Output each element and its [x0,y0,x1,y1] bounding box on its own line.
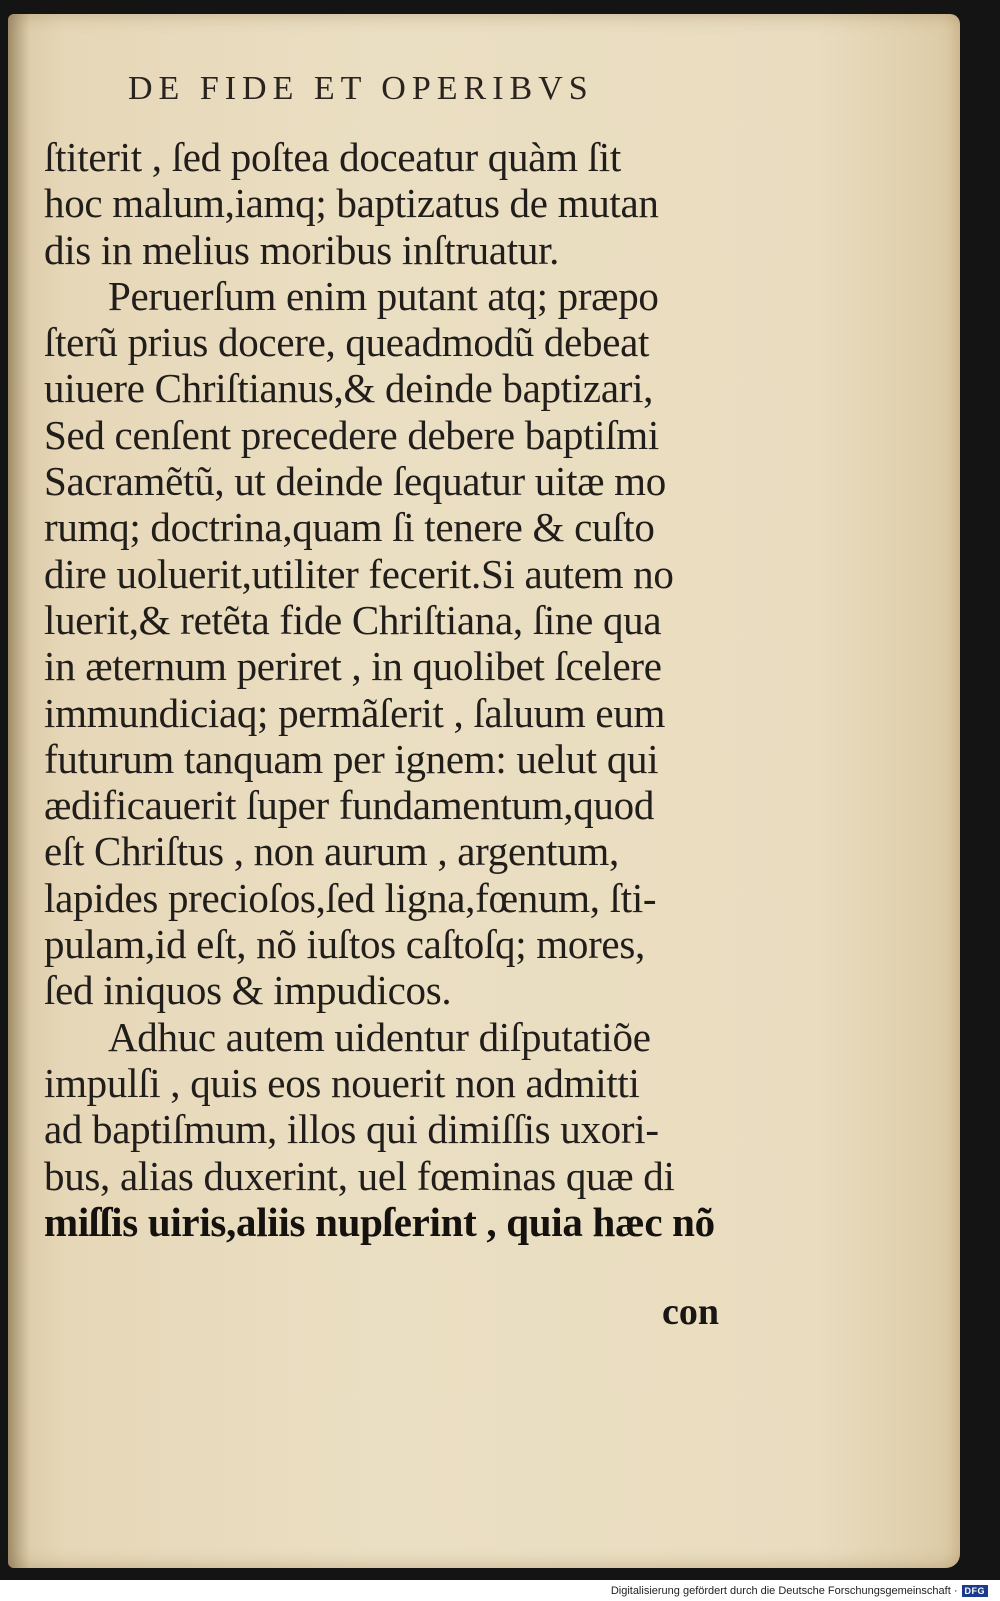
text-line: rumq; doctrina,quam ſi tenere & cuſto [44,504,655,551]
text-line: luerit,& retẽta fide Chriſtiana, ſine qua [44,596,662,643]
text-line: ad baptiſmum, illos qui dimiſſis uxori- [44,1106,659,1153]
text-line: uiuere Chriſtianus,& deinde baptizari, [44,365,654,412]
page-gutter-shadow [8,14,30,1568]
text-line: hoc malum,iamq; baptizatus de mutan [44,180,659,227]
text-line: dire uoluerit,utiliter fecerit.Si autem no [44,550,674,597]
text-line: pulam,id eſt, nõ iuſtos caſtoſq; mores, [44,921,645,968]
footer-credit: Digitalisierung gefördert durch die Deutsche Forschungsgemeinschaft · [610,1585,958,1597]
running-head: DE FIDE ET OPERIBVS [128,70,594,107]
catchword: con [662,1291,719,1333]
text-line: immundiciaq; permãſerit , ſaluum eum [44,689,666,736]
text-line: ædificauerit ſuper fundamentum,quod [44,782,655,829]
text-line: impulſi , quis eos nouerit non admitti [44,1059,640,1106]
text-line: ſed iniquos & impudicos. [44,967,452,1014]
paragraph-start-line: Adhuc autem uidentur diſputatiõe [108,1013,651,1060]
text-line: Sacramẽtũ, ut deinde ſequatur uitæ mo [44,458,666,505]
text-block [44,134,744,1245]
digitization-footer [611,1585,988,1597]
text-line: lapides precioſos,ſed ligna,fœnum, ſti- [44,874,657,921]
text-line: dis in melius moribus inſtruatur. [44,226,560,273]
text-line: ſtiterit , ſed poſtea doceatur quàm ſit [44,134,621,180]
text-line: eſt Chriſtus , non aurum , argentum, [44,828,619,875]
text-line: ſterũ prius docere, queadmodũ debeat [44,319,650,366]
text-line: bus, alias duxerint, uel fœminas quæ di [44,1152,675,1199]
text-line: futurum tanquam per ignem: uelut qui [44,735,659,782]
book-page [8,14,960,1568]
text-line: in æternum periret , in quolibet ſcelere [44,643,662,690]
paragraph-start-line: Peruerſum enim putant atq; præpo [108,272,659,319]
dfg-logo: DFG [962,1585,989,1597]
text-line: miſſis uiris,aliis nupſerint , quia hæc nõ [44,1198,715,1245]
text-line: Sed cenſent precedere debere baptiſmi [44,411,659,458]
